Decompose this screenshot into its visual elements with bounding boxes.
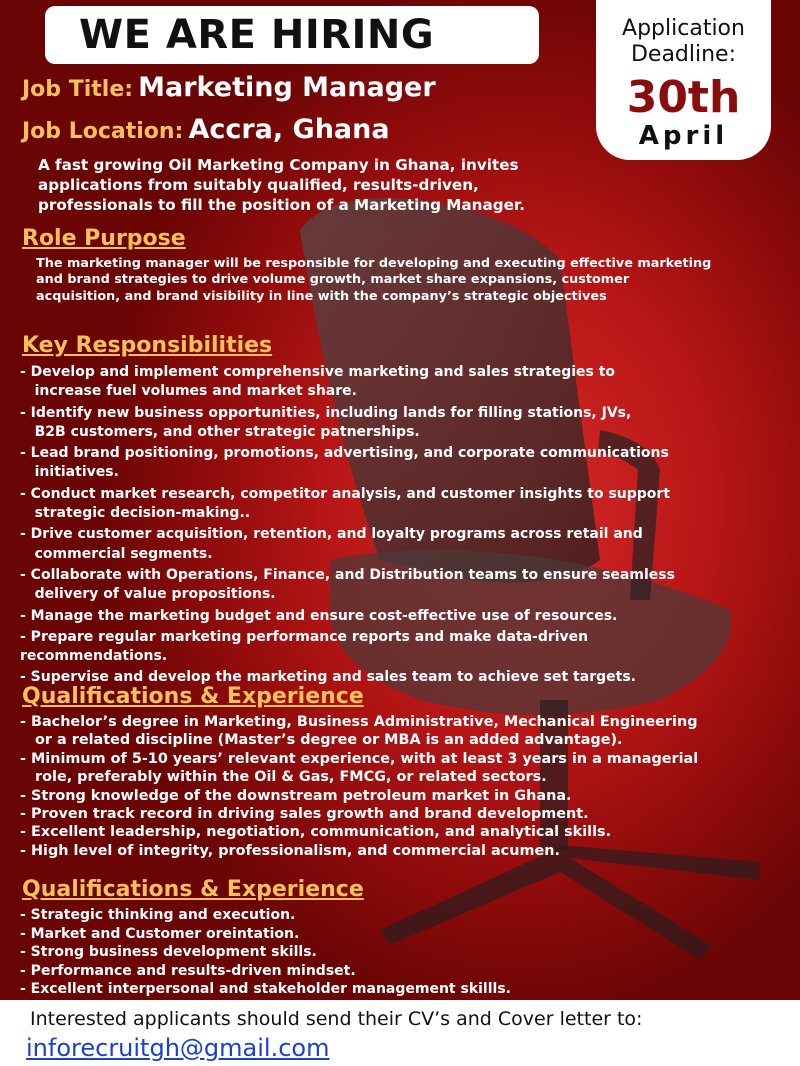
list-item: - Strong knowledge of the downstream petroleum market in Ghana. xyxy=(20,787,572,804)
list-item: - Develop and implement comprehensive marketing and sales strategies to increase fuel volumes and market share. xyxy=(20,364,616,400)
list-item: - Minimum of 5-10 years’ relevant experience, with at least 3 years in a managerial role, preferably within the Oil & Gas, FMCG, or related sectors. xyxy=(20,750,699,786)
list-item: - High level of integrity, professionalism, and commercial acumen. xyxy=(20,842,560,859)
list-item: - Manage the marketing budget and ensure cost-effective use of resources. xyxy=(20,607,618,624)
role-purpose-text: The marketing manager will be responsible for developing and executing effective marketing and brand strategies to drive volume growth, market share expansions, customer acquisition, and brand visibility in line with the company’s strategic objectives xyxy=(36,256,712,304)
qualifications-list xyxy=(20,713,760,860)
list-item: - Proven track record in driving sales growth and brand development. xyxy=(20,806,589,823)
list-item: - Conduct market research, competitor analysis, and customer insights to support strategic decision-making.. xyxy=(20,485,671,522)
list-item: - Market and Customer oreintation. xyxy=(20,925,300,942)
deadline-month: April xyxy=(638,121,729,151)
responsibilities-heading: Key Responsibilities xyxy=(22,333,273,358)
hiring-heading: WE ARE HIRING xyxy=(79,12,435,58)
deadline-date: 30th xyxy=(626,72,741,123)
list-item: - Lead brand positioning, promotions, advertising, and corporate communications initiatives. xyxy=(20,445,669,481)
job-location-value: Accra, Ghana xyxy=(188,114,390,145)
list-item: - Strategic thinking and execution. xyxy=(20,907,296,923)
responsibilities-list xyxy=(20,363,760,690)
apply-instructions: Interested applicants should send their CV’s and Cover letter to: xyxy=(30,1008,643,1030)
list-item: - Excellent interpersonal and stakeholder management skillls. xyxy=(20,981,511,998)
list-item: - Excellent leadership, negotiation, communication, and analytical skills. xyxy=(20,824,612,841)
list-item: - Performance and results-driven mindset. xyxy=(20,962,356,979)
job-title-line xyxy=(22,72,436,103)
company-intro: A fast growing Oil Marketing Company in Ghana, invites applications from suitably qualified, results-driven, professionals to fill the position of a Marketing Manager. xyxy=(38,156,525,214)
deadline-label: Application Deadline: xyxy=(622,16,745,67)
list-item: - Strong business development skills. xyxy=(20,944,317,961)
role-purpose-heading: Role Purpose xyxy=(22,226,186,251)
list-item: - Collaborate with Operations, Finance, and Distribution teams to ensure seamless delivery of value propositions. xyxy=(20,566,675,603)
hiring-banner xyxy=(45,6,539,64)
skills-list xyxy=(20,906,740,999)
list-item: - Supervise and develop the marketing and sales team to achieve set targets. xyxy=(20,669,636,686)
job-title-value: Marketing Manager xyxy=(138,72,436,103)
qualifications-heading: Qualifications & Experience xyxy=(22,684,364,709)
list-item: - Prepare regular marketing performance reports and make data-driven recommendations. xyxy=(20,628,589,665)
email-link[interactable]: inforecruitgh@gmail.com xyxy=(26,1034,330,1062)
list-item: - Bachelor’s degree in Marketing, Business Administrative, Mechanical Engineering or a related discipline (Master’s degree or MBA is an added advantage). xyxy=(20,714,698,749)
skills-heading: Qualifications & Experience xyxy=(22,877,364,902)
job-title-label: Job Title: xyxy=(22,77,134,102)
deadline-badge xyxy=(596,0,771,160)
list-item: - Drive customer acquisition, retention, and loyalty programs across retail and commercial segments. xyxy=(20,526,643,562)
list-item: - Identify new business opportunities, including lands for filling stations, JVs, B2B customers, and other strategic patnerships. xyxy=(20,404,632,440)
job-location-label: Job Location: xyxy=(22,119,184,144)
job-location-line xyxy=(22,114,390,145)
